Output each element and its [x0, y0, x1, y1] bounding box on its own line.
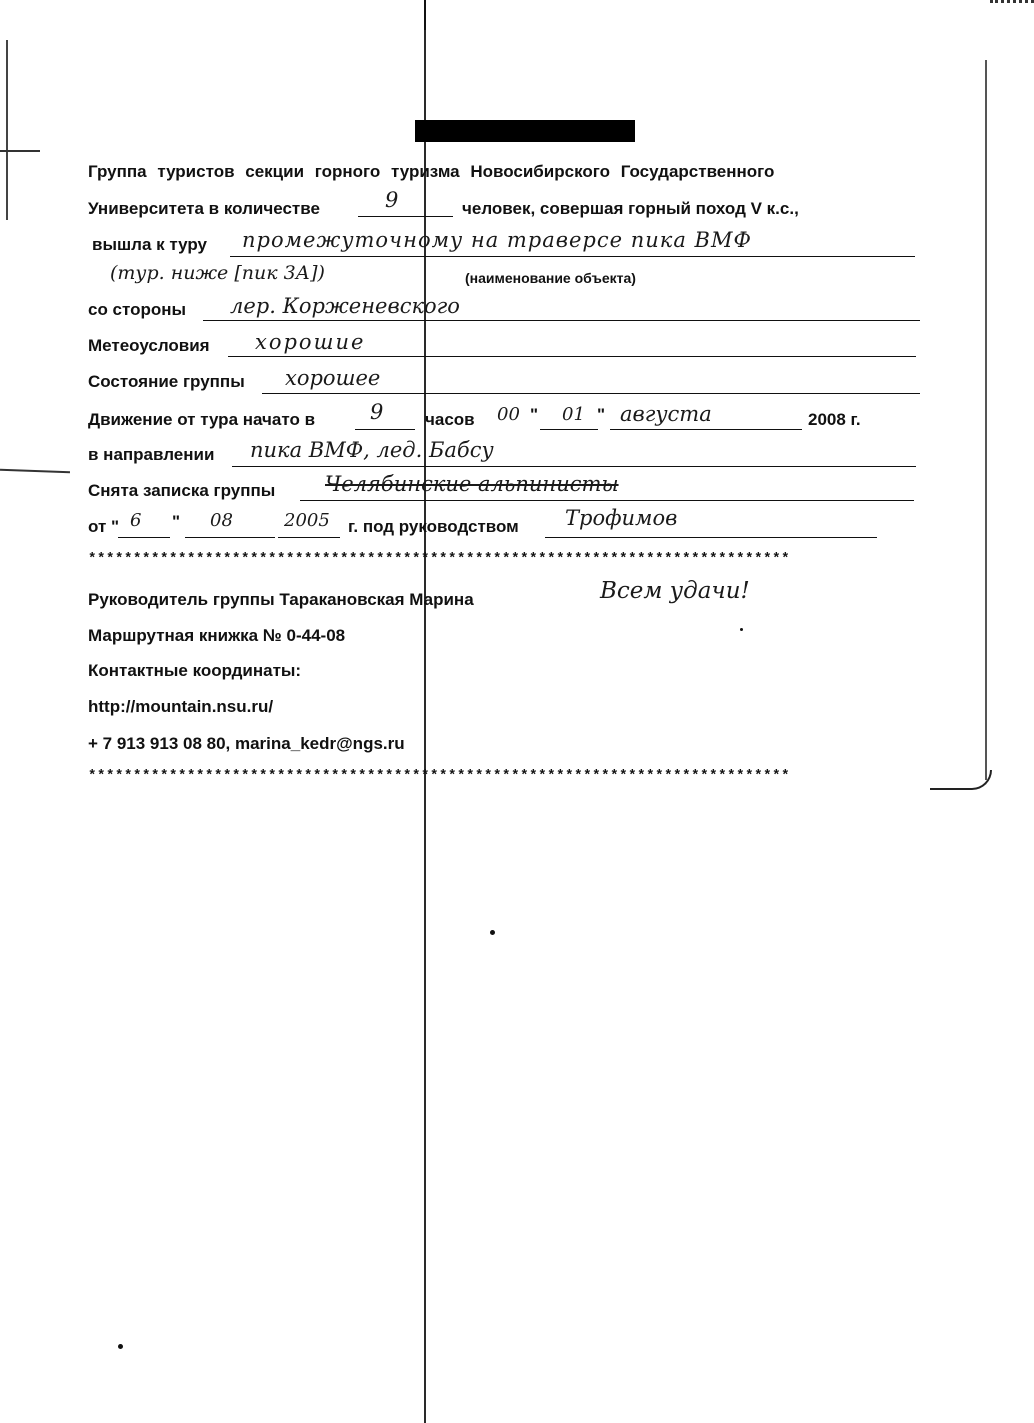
from-day: 6	[130, 510, 142, 531]
note-underline	[300, 500, 914, 501]
greeting-handwritten: Всем удачи!	[600, 578, 750, 604]
quote-open: "	[530, 405, 539, 424]
condition-value: хорошее	[285, 366, 381, 390]
side-label: со стороны	[88, 300, 187, 319]
from-month-underline	[185, 537, 275, 538]
movement-label: Движение от тура начато в	[88, 410, 316, 429]
intro-line-1: Группа туристов секции горного туризма Новосибирского Государственного	[88, 162, 775, 181]
direction-label: в направлении	[88, 445, 215, 464]
object-caption: (наименование объекта)	[465, 270, 636, 286]
scan-mark	[0, 150, 40, 152]
scan-mark	[424, 0, 426, 30]
scan-edge-right	[985, 60, 987, 780]
from-year: 2005	[284, 510, 330, 531]
tour-underline	[230, 256, 915, 257]
day-value: 01	[562, 404, 585, 425]
leader-underline	[545, 537, 877, 538]
tour-value-1: промежуточному на траверсе пика ВМФ	[242, 228, 752, 252]
from-label: от "	[88, 517, 120, 536]
weather-label: Метеоусловия	[88, 336, 210, 355]
scan-speckle	[740, 628, 743, 631]
tour-value-2: (тур. ниже [пик 3А])	[110, 262, 325, 284]
month-underline	[610, 429, 802, 430]
side-underline	[203, 320, 920, 321]
intro-rest: человек, совершая горный поход V к.с.,	[462, 199, 799, 218]
leader-label: г. под руководством	[348, 517, 519, 536]
month-value: августа	[620, 402, 712, 426]
leader-value: Трофимов	[565, 506, 678, 530]
hour-underline	[355, 429, 415, 430]
weather-value: хорошие	[255, 330, 366, 354]
contact-url: http://mountain.nsu.ru/	[88, 697, 274, 716]
fold-line	[424, 0, 426, 1423]
from-month: 08	[210, 510, 233, 531]
side-value: лер. Корженевского	[230, 294, 460, 318]
intro-university: Университета в количестве	[88, 199, 320, 218]
separator-stars: ******************************************************************************	[88, 551, 791, 567]
note-value: Челябинские альпинисты	[325, 472, 619, 496]
direction-underline	[232, 466, 916, 467]
group-leader: Руководитель группы Таракановская Марина	[88, 590, 474, 609]
from-year-underline	[278, 537, 340, 538]
tour-label: вышла к туру	[92, 235, 207, 254]
redaction-bar	[415, 120, 635, 142]
weather-underline	[228, 356, 916, 357]
scan-speckle	[990, 0, 1034, 9]
contacts-label: Контактные координаты:	[88, 661, 302, 680]
condition-label: Состояние группы	[88, 372, 245, 391]
scan-edge-left	[6, 40, 8, 220]
contact-phone-email: + 7 913 913 08 80, marina_kedr@ngs.ru	[88, 734, 405, 753]
quote-close-2: "	[172, 512, 181, 531]
route-booklet: Маршрутная книжка № 0-44-08	[88, 626, 346, 645]
condition-underline	[262, 393, 920, 394]
paper-edge-curve	[930, 770, 992, 790]
count-underline	[358, 216, 453, 217]
year-suffix: 2008 г.	[808, 410, 861, 429]
day-underline	[540, 429, 598, 430]
from-day-underline	[118, 537, 170, 538]
scan-mark	[0, 469, 70, 473]
scan-speckle	[490, 930, 495, 935]
direction-value: пика ВМФ, лед. Бабсу	[250, 438, 494, 462]
scan-speckle	[118, 1344, 123, 1349]
hours-label: часов	[425, 410, 475, 429]
quote-close: "	[597, 405, 606, 424]
separator-stars-bottom: ******************************************************************************	[88, 768, 791, 784]
hour-value: 9	[370, 400, 384, 424]
count-value: 9	[385, 188, 399, 212]
note-label: Снята записка группы	[88, 481, 276, 500]
minutes-value: 00	[497, 404, 520, 425]
